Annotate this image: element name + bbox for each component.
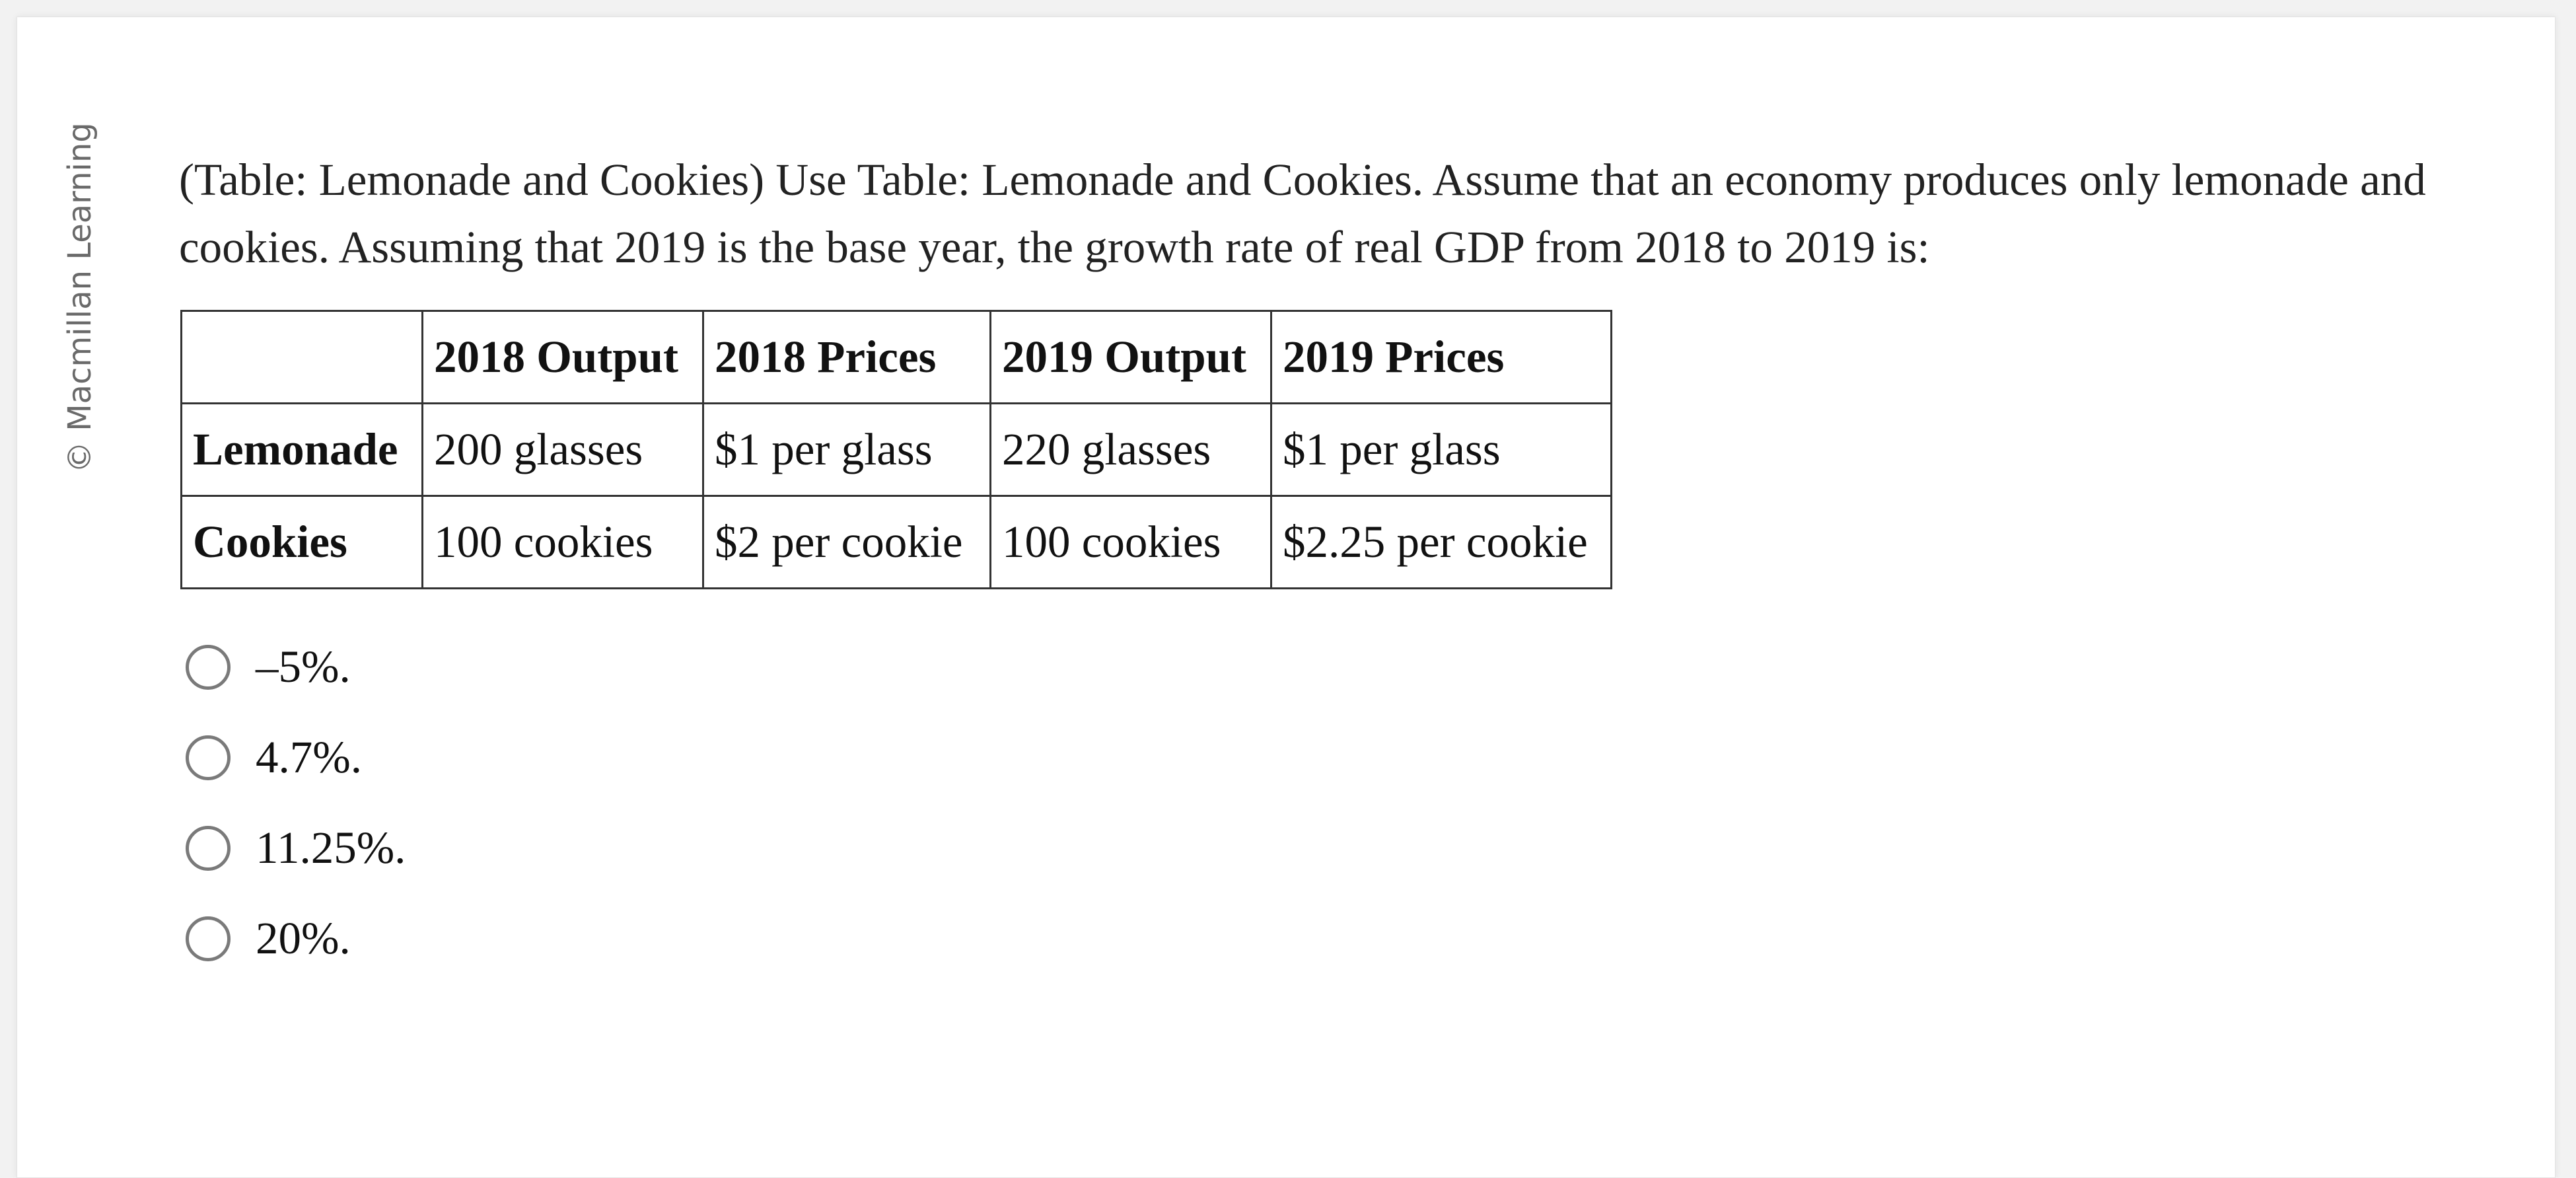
table-cell: 220 glasses	[991, 404, 1271, 496]
table-cell: 200 glasses	[423, 404, 703, 496]
answer-options	[186, 622, 406, 984]
answer-option-label: 20%.	[256, 913, 351, 963]
table-cell: $2.25 per cookie	[1271, 496, 1612, 589]
radio-button[interactable]	[186, 735, 231, 780]
answer-option-2[interactable]	[186, 712, 406, 803]
radio-button[interactable]	[186, 826, 231, 871]
table-row	[182, 404, 1612, 496]
answer-option-3[interactable]	[186, 803, 406, 893]
table-row-label: Cookies	[182, 496, 423, 589]
answer-option-1[interactable]	[186, 622, 406, 712]
table-header-cell	[182, 311, 423, 404]
data-table	[180, 310, 1612, 589]
question-card	[17, 17, 2556, 1178]
answer-option-label: –5%.	[256, 642, 351, 692]
answer-option-4[interactable]	[186, 893, 406, 984]
copyright-watermark: © Macmillan Learning	[61, 122, 98, 473]
table-header-cell: 2018 Output	[423, 311, 703, 404]
table-cell: 100 cookies	[423, 496, 703, 589]
table-row	[182, 496, 1612, 589]
answer-option-label: 4.7%.	[256, 732, 362, 782]
radio-button[interactable]	[186, 916, 231, 961]
question-text: (Table: Lemonade and Cookies) Use Table: Lemonade and Cookies. Assume that an economy produces only lemonade and cookies. Assuming that 2019 is the base year, the growth rate of real GDP from 2018 to 2019 is:	[179, 155, 2426, 272]
table-cell: $1 per glass	[1271, 404, 1612, 496]
table-cell: $2 per cookie	[703, 496, 991, 589]
table-header-row	[182, 311, 1612, 404]
table-header-cell: 2018 Prices	[703, 311, 991, 404]
table-cell: $1 per glass	[703, 404, 991, 496]
table-row-label: Lemonade	[182, 404, 423, 496]
table-cell: 100 cookies	[991, 496, 1271, 589]
answer-option-label: 11.25%.	[256, 823, 406, 873]
table-header-cell: 2019 Prices	[1271, 311, 1612, 404]
table-header-cell: 2019 Output	[991, 311, 1271, 404]
radio-button[interactable]	[186, 645, 231, 690]
